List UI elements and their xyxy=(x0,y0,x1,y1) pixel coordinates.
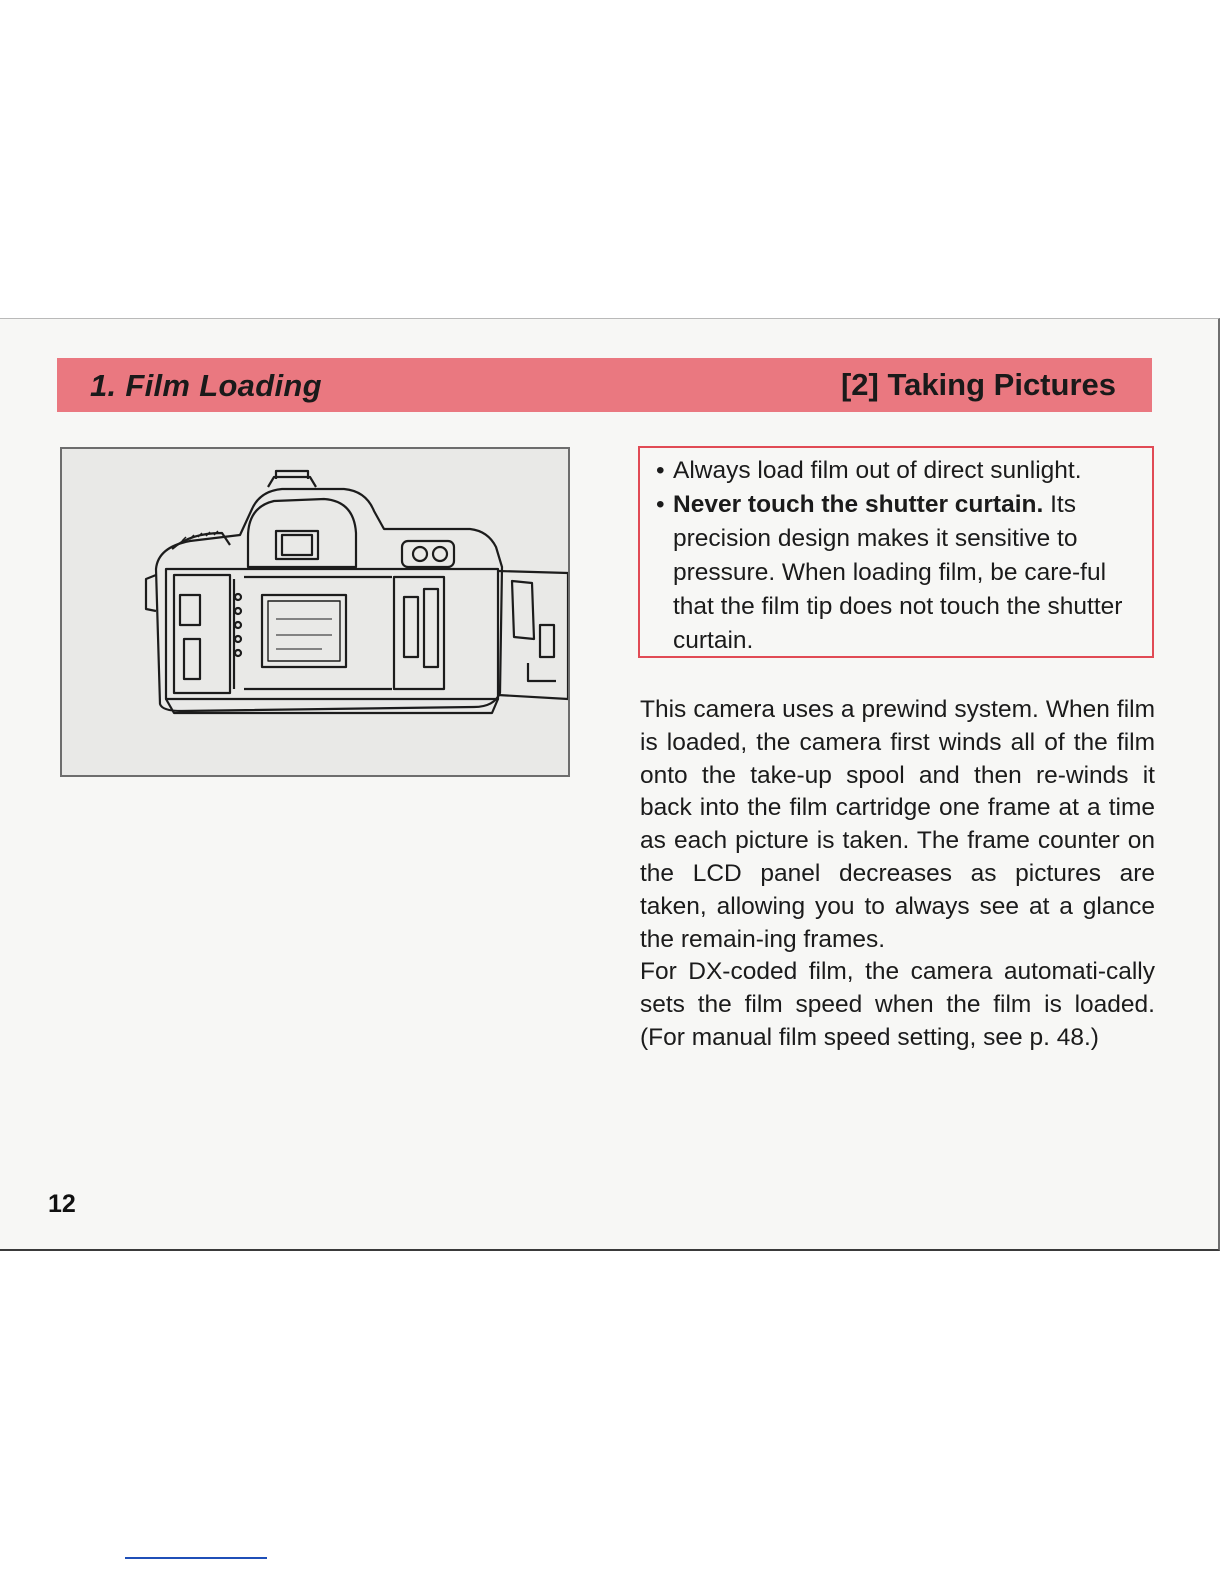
caution-warning-bold: Never touch the shutter curtain. xyxy=(673,491,1044,518)
section-title: 1. Film Loading xyxy=(90,368,322,403)
body-paragraph: This camera uses a prewind system. When film is loaded, the camera first winds all of the film onto the take-up spool and then re-winds it back into the film cartridge one frame at a time as each picture is taken. The frame counter on the LCD panel decreases as pictures are taken, allowing you to always see at a glance the remain-ing frames. xyxy=(640,696,1155,953)
bullet: • xyxy=(656,457,665,484)
body-text xyxy=(640,694,1155,1055)
body-paragraph: For DX-coded film, the camera automati-cally sets the film speed when the film is loaded. (For manual film speed setting, see p. 48.) xyxy=(640,958,1155,1051)
caution-item xyxy=(656,488,1152,658)
chapter-title: [2] Taking Pictures xyxy=(840,367,1116,402)
footer-rule xyxy=(125,1557,267,1559)
page-number: 12 xyxy=(48,1190,76,1218)
caution-item xyxy=(656,454,1152,488)
caution-text: Its precision design makes it sensitive to pressure. When loading film, be care-ful that the film tip does not touch the shutter curtain. xyxy=(673,491,1123,654)
section-header-band xyxy=(57,358,1152,412)
caution-text: Always load film out of direct sunlight. xyxy=(673,457,1082,484)
bullet: • xyxy=(656,491,665,518)
camera-illustration xyxy=(60,447,570,777)
camera-back-drawing xyxy=(62,449,568,775)
caution-box xyxy=(638,446,1154,658)
